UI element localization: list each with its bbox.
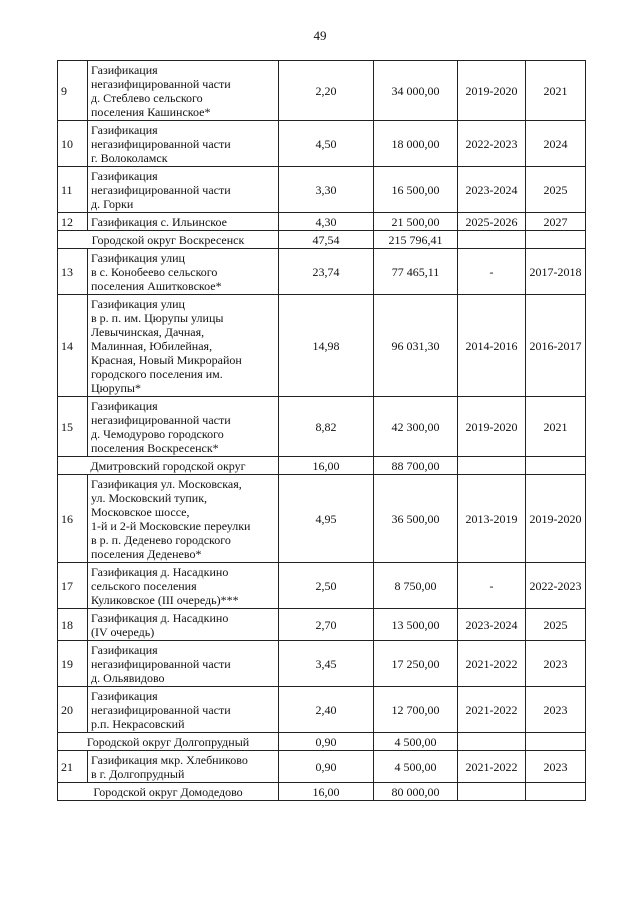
launch-year-cell: 2023 <box>526 751 586 783</box>
length-cell: 47,54 <box>279 231 374 249</box>
object-name-cell: Газификация д. Насадкино сельского поселения Куликовское (III очередь)*** <box>88 563 279 609</box>
cost-cell: 36 500,00 <box>374 475 458 563</box>
length-cell: 2,20 <box>279 61 374 121</box>
table-row <box>58 167 586 213</box>
row-number-cell: 11 <box>58 167 88 213</box>
years-cell: 2013-2019 <box>458 475 526 563</box>
cost-cell: 21 500,00 <box>374 213 458 231</box>
object-name-cell: Газификация негазифицированной части д. Стеблево сельского поселения Кашинское* <box>88 61 279 121</box>
launch-year-cell: 2021 <box>526 397 586 457</box>
cost-cell: 4 500,00 <box>374 751 458 783</box>
cost-cell: 215 796,41 <box>374 231 458 249</box>
cost-cell: 88 700,00 <box>374 457 458 475</box>
row-number-cell: 18 <box>58 609 88 641</box>
row-number-cell: 14 <box>58 295 88 397</box>
row-number-cell: 10 <box>58 121 88 167</box>
length-cell: 8,82 <box>279 397 374 457</box>
length-cell: 14,98 <box>279 295 374 397</box>
row-number-cell: 21 <box>58 751 88 783</box>
length-cell: 4,50 <box>279 121 374 167</box>
object-name-cell: Газификация улиц в с. Конобеево сельского поселения Ашитковское* <box>88 249 279 295</box>
launch-year-cell: 2016-2017 <box>526 295 586 397</box>
launch-year-cell <box>526 783 586 801</box>
launch-year-cell: 2023 <box>526 641 586 687</box>
years-cell: - <box>458 249 526 295</box>
table-row <box>58 213 586 231</box>
cost-cell: 4 500,00 <box>374 733 458 751</box>
years-cell <box>458 733 526 751</box>
years-cell <box>458 231 526 249</box>
years-cell: 2023-2024 <box>458 609 526 641</box>
length-cell: 3,30 <box>279 167 374 213</box>
length-cell: 16,00 <box>279 457 374 475</box>
years-cell: 2021-2022 <box>458 687 526 733</box>
object-name-cell: Газификация с. Ильинское <box>88 213 279 231</box>
cost-cell: 77 465,11 <box>374 249 458 295</box>
district-subtotal-row <box>58 231 586 249</box>
length-cell: 0,90 <box>279 733 374 751</box>
table-row <box>58 397 586 457</box>
table-row <box>58 609 586 641</box>
district-name-cell: Дмитровский городской округ <box>58 457 279 475</box>
launch-year-cell: 2017-2018 <box>526 249 586 295</box>
object-name-cell: Газификация негазифицированной части г. Волоколамск <box>88 121 279 167</box>
years-cell: 2019-2020 <box>458 397 526 457</box>
launch-year-cell: 2019-2020 <box>526 475 586 563</box>
launch-year-cell <box>526 733 586 751</box>
cost-cell: 80 000,00 <box>374 783 458 801</box>
district-subtotal-row <box>58 783 586 801</box>
cost-cell: 17 250,00 <box>374 641 458 687</box>
row-number-cell: 16 <box>58 475 88 563</box>
years-cell <box>458 783 526 801</box>
years-cell: 2021-2022 <box>458 751 526 783</box>
length-cell: 3,45 <box>279 641 374 687</box>
launch-year-cell: 2025 <box>526 167 586 213</box>
table-body <box>58 61 586 801</box>
district-name-cell: Городской округ Долгопрудный <box>58 733 279 751</box>
table-row <box>58 295 586 397</box>
page-number: 49 <box>313 28 327 43</box>
object-name-cell: Газификация негазифицированной части р.п. Некрасовский <box>88 687 279 733</box>
object-name-cell: Газификация мкр. Хлебниково в г. Долгопрудный <box>88 751 279 783</box>
object-name-cell: Газификация улиц в р. п. им. Цюрупы улицы Левычинская, Дачная, Малинная, Юбилейная, Красная, Новый Микрорайон городского поселения им. Цюрупы* <box>88 295 279 397</box>
cost-cell: 13 500,00 <box>374 609 458 641</box>
cost-cell: 12 700,00 <box>374 687 458 733</box>
length-cell: 4,95 <box>279 475 374 563</box>
length-cell: 2,50 <box>279 563 374 609</box>
table-row <box>58 121 586 167</box>
years-cell: 2019-2020 <box>458 61 526 121</box>
length-cell: 2,70 <box>279 609 374 641</box>
length-cell: 2,40 <box>279 687 374 733</box>
row-number-cell: 17 <box>58 563 88 609</box>
launch-year-cell <box>526 457 586 475</box>
length-cell: 23,74 <box>279 249 374 295</box>
district-name-cell: Городской округ Воскресенск <box>58 231 279 249</box>
table-row <box>58 641 586 687</box>
launch-year-cell: 2021 <box>526 61 586 121</box>
district-name-cell: Городской округ Домодедово <box>58 783 279 801</box>
years-cell: 2014-2016 <box>458 295 526 397</box>
row-number-cell: 13 <box>58 249 88 295</box>
years-cell: - <box>458 563 526 609</box>
table-row <box>58 751 586 783</box>
length-cell: 16,00 <box>279 783 374 801</box>
district-subtotal-row <box>58 733 586 751</box>
table-row <box>58 687 586 733</box>
length-cell: 0,90 <box>279 751 374 783</box>
cost-cell: 8 750,00 <box>374 563 458 609</box>
years-cell <box>458 457 526 475</box>
launch-year-cell: 2023 <box>526 687 586 733</box>
object-name-cell: Газификация ул. Московская, ул. Московский тупик, Московское шоссе, 1-й и 2-й Московские переулки в р. п. Деденево городского поселения Деденево* <box>88 475 279 563</box>
cost-cell: 16 500,00 <box>374 167 458 213</box>
row-number-cell: 15 <box>58 397 88 457</box>
table-row <box>58 249 586 295</box>
row-number-cell: 20 <box>58 687 88 733</box>
object-name-cell: Газификация д. Насадкино (IV очередь) <box>88 609 279 641</box>
cost-cell: 18 000,00 <box>374 121 458 167</box>
years-cell: 2023-2024 <box>458 167 526 213</box>
table-row <box>58 475 586 563</box>
launch-year-cell: 2027 <box>526 213 586 231</box>
table-row <box>58 61 586 121</box>
cost-cell: 34 000,00 <box>374 61 458 121</box>
object-name-cell: Газификация негазифицированной части д. Чемодурово городского поселения Воскресенск* <box>88 397 279 457</box>
years-cell: 2022-2023 <box>458 121 526 167</box>
district-subtotal-row <box>58 457 586 475</box>
object-name-cell: Газификация негазифицированной части д. Ольявидово <box>88 641 279 687</box>
launch-year-cell <box>526 231 586 249</box>
cost-cell: 96 031,30 <box>374 295 458 397</box>
launch-year-cell: 2022-2023 <box>526 563 586 609</box>
launch-year-cell: 2024 <box>526 121 586 167</box>
row-number-cell: 9 <box>58 61 88 121</box>
row-number-cell: 19 <box>58 641 88 687</box>
years-cell: 2021-2022 <box>458 641 526 687</box>
length-cell: 4,30 <box>279 213 374 231</box>
row-number-cell: 12 <box>58 213 88 231</box>
gasification-table <box>57 60 586 801</box>
cost-cell: 42 300,00 <box>374 397 458 457</box>
launch-year-cell: 2025 <box>526 609 586 641</box>
object-name-cell: Газификация негазифицированной части д. Горки <box>88 167 279 213</box>
years-cell: 2025-2026 <box>458 213 526 231</box>
table-row <box>58 563 586 609</box>
